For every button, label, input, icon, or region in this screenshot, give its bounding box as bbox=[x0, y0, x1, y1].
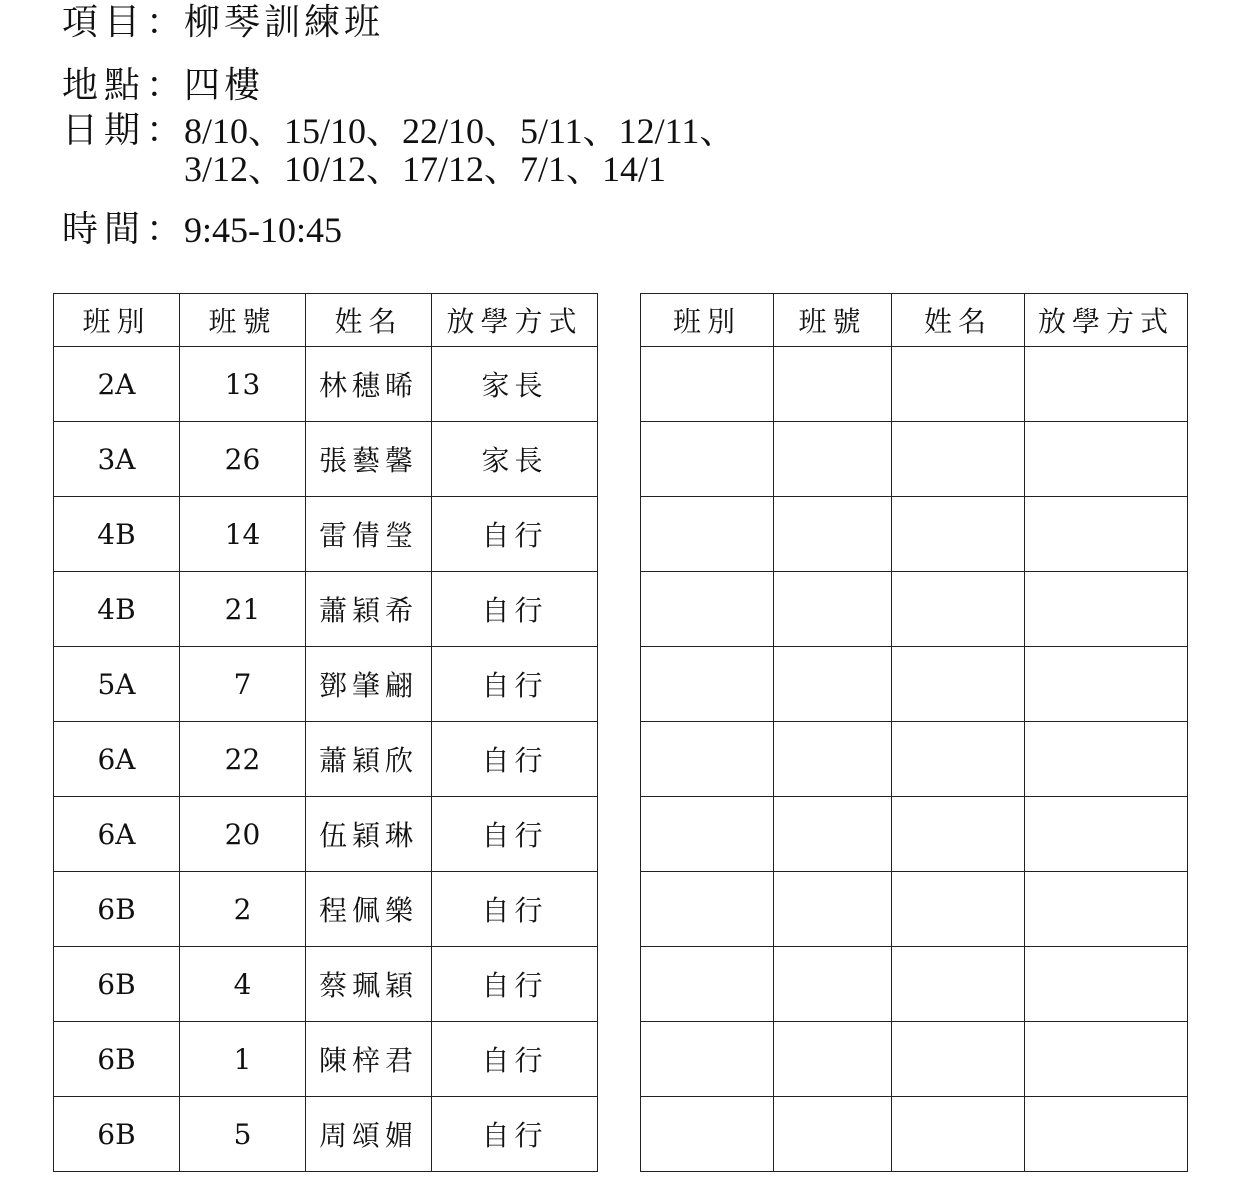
cell-class: 6B bbox=[54, 947, 180, 1022]
blank-row bbox=[641, 947, 1188, 1022]
header-row bbox=[54, 294, 598, 347]
blank-cell bbox=[892, 497, 1025, 572]
blank-cell bbox=[774, 572, 892, 647]
blank-row bbox=[641, 797, 1188, 872]
cell-class: 6B bbox=[54, 1097, 180, 1172]
blank-row bbox=[641, 347, 1188, 422]
project-label: 項目： bbox=[62, 2, 189, 43]
blank-cell bbox=[641, 1097, 774, 1172]
time-label: 時間： bbox=[62, 209, 189, 250]
blank-cell bbox=[1025, 947, 1188, 1022]
header-dismissal: 放學方式 bbox=[432, 294, 598, 347]
cell-number: 22 bbox=[180, 722, 306, 797]
cell-class: 2A bbox=[54, 347, 180, 422]
location-value: 四樓 bbox=[184, 65, 265, 106]
blank-row bbox=[641, 647, 1188, 722]
blank-cell bbox=[1025, 797, 1188, 872]
header-number: 班號 bbox=[180, 294, 306, 347]
cell-name: 程佩樂 bbox=[306, 872, 432, 947]
blank-cell bbox=[1025, 647, 1188, 722]
cell-name: 陳梓君 bbox=[306, 1022, 432, 1097]
time-line bbox=[62, 211, 342, 249]
cell-name: 蕭穎希 bbox=[306, 572, 432, 647]
blank-cell bbox=[1025, 497, 1188, 572]
blank-cell bbox=[1025, 422, 1188, 497]
date-label: 日期： bbox=[62, 110, 189, 151]
cell-number: 1 bbox=[180, 1022, 306, 1097]
blank-cell bbox=[892, 1022, 1025, 1097]
blank-cell bbox=[892, 872, 1025, 947]
cell-name: 雷倩瑩 bbox=[306, 497, 432, 572]
cell-class: 4B bbox=[54, 572, 180, 647]
blank-cell bbox=[641, 647, 774, 722]
blank-cell bbox=[774, 347, 892, 422]
cell-number: 14 bbox=[180, 497, 306, 572]
table-row bbox=[54, 422, 598, 497]
blank-cell bbox=[774, 947, 892, 1022]
student-roster-table bbox=[53, 293, 598, 1172]
blank-row bbox=[641, 572, 1188, 647]
blank-cell bbox=[892, 947, 1025, 1022]
blank-cell bbox=[892, 422, 1025, 497]
blank-cell bbox=[1025, 572, 1188, 647]
blank-cell bbox=[774, 422, 892, 497]
blank-cell bbox=[1025, 347, 1188, 422]
header-dismissal: 放學方式 bbox=[1025, 294, 1188, 347]
blank-cell bbox=[892, 647, 1025, 722]
cell-class: 6A bbox=[54, 722, 180, 797]
date-line bbox=[62, 112, 735, 188]
table-row bbox=[54, 497, 598, 572]
blank-row bbox=[641, 1022, 1188, 1097]
table-row bbox=[54, 572, 598, 647]
cell-dismissal: 家長 bbox=[432, 347, 598, 422]
cell-dismissal: 自行 bbox=[432, 1097, 598, 1172]
blank-row bbox=[641, 872, 1188, 947]
header-row bbox=[641, 294, 1188, 347]
blank-cell bbox=[641, 497, 774, 572]
cell-dismissal: 自行 bbox=[432, 722, 598, 797]
cell-class: 6A bbox=[54, 797, 180, 872]
table-row bbox=[54, 347, 598, 422]
cell-dismissal: 自行 bbox=[432, 647, 598, 722]
date-values-line-1: 8/10、15/10、22/10、5/11、12/11、 bbox=[184, 111, 736, 151]
cell-class: 6B bbox=[54, 1022, 180, 1097]
cell-dismissal: 自行 bbox=[432, 797, 598, 872]
blank-row bbox=[641, 497, 1188, 572]
date-values-line-2: 3/12、10/12、17/12、7/1、14/1 bbox=[184, 149, 667, 189]
blank-cell bbox=[892, 722, 1025, 797]
blank-cell bbox=[892, 572, 1025, 647]
blank-cell bbox=[641, 797, 774, 872]
cell-number: 21 bbox=[180, 572, 306, 647]
table-row bbox=[54, 872, 598, 947]
header-class: 班別 bbox=[641, 294, 774, 347]
blank-cell bbox=[641, 1022, 774, 1097]
cell-name: 張藝馨 bbox=[306, 422, 432, 497]
cell-number: 7 bbox=[180, 647, 306, 722]
cell-class: 3A bbox=[54, 422, 180, 497]
blank-cell bbox=[641, 422, 774, 497]
blank-cell bbox=[641, 872, 774, 947]
blank-cell bbox=[641, 572, 774, 647]
cell-dismissal: 自行 bbox=[432, 1022, 598, 1097]
header-number: 班號 bbox=[774, 294, 892, 347]
blank-cell bbox=[774, 1097, 892, 1172]
project-line bbox=[62, 4, 384, 42]
blank-cell bbox=[1025, 1022, 1188, 1097]
project-value: 柳琴訓練班 bbox=[184, 2, 385, 43]
location-line bbox=[62, 67, 264, 105]
location-label: 地點： bbox=[62, 65, 189, 106]
cell-class: 6B bbox=[54, 872, 180, 947]
cell-name: 蔡珮穎 bbox=[306, 947, 432, 1022]
cell-dismissal: 自行 bbox=[432, 947, 598, 1022]
cell-dismissal: 家長 bbox=[432, 422, 598, 497]
blank-row bbox=[641, 722, 1188, 797]
header-name: 姓名 bbox=[306, 294, 432, 347]
blank-cell bbox=[774, 797, 892, 872]
blank-roster-table bbox=[640, 293, 1188, 1172]
table-row bbox=[54, 797, 598, 872]
cell-dismissal: 自行 bbox=[432, 872, 598, 947]
cell-dismissal: 自行 bbox=[432, 497, 598, 572]
blank-cell bbox=[892, 797, 1025, 872]
table-row bbox=[54, 1097, 598, 1172]
blank-cell bbox=[1025, 872, 1188, 947]
cell-number: 20 bbox=[180, 797, 306, 872]
table-row bbox=[54, 722, 598, 797]
table-row bbox=[54, 1022, 598, 1097]
blank-cell bbox=[774, 872, 892, 947]
blank-cell bbox=[641, 347, 774, 422]
blank-cell bbox=[892, 347, 1025, 422]
time-value: 9:45-10:45 bbox=[184, 210, 342, 250]
cell-name: 周頌媚 bbox=[306, 1097, 432, 1172]
blank-cell bbox=[774, 647, 892, 722]
table-row bbox=[54, 947, 598, 1022]
blank-cell bbox=[892, 1097, 1025, 1172]
cell-number: 2 bbox=[180, 872, 306, 947]
date-values bbox=[184, 112, 735, 188]
blank-cell bbox=[641, 722, 774, 797]
blank-cell bbox=[774, 722, 892, 797]
header-name: 姓名 bbox=[892, 294, 1025, 347]
cell-name: 林穗晞 bbox=[306, 347, 432, 422]
cell-name: 伍穎琳 bbox=[306, 797, 432, 872]
blank-row bbox=[641, 422, 1188, 497]
cell-class: 4B bbox=[54, 497, 180, 572]
cell-name: 蕭穎欣 bbox=[306, 722, 432, 797]
table-row bbox=[54, 647, 598, 722]
cell-number: 4 bbox=[180, 947, 306, 1022]
cell-dismissal: 自行 bbox=[432, 572, 598, 647]
blank-cell bbox=[774, 1022, 892, 1097]
cell-class: 5A bbox=[54, 647, 180, 722]
blank-cell bbox=[641, 947, 774, 1022]
blank-cell bbox=[1025, 1097, 1188, 1172]
cell-number: 26 bbox=[180, 422, 306, 497]
cell-number: 5 bbox=[180, 1097, 306, 1172]
cell-name: 鄧肇翩 bbox=[306, 647, 432, 722]
blank-cell bbox=[774, 497, 892, 572]
cell-number: 13 bbox=[180, 347, 306, 422]
blank-cell bbox=[1025, 722, 1188, 797]
header-class: 班別 bbox=[54, 294, 180, 347]
blank-row bbox=[641, 1097, 1188, 1172]
